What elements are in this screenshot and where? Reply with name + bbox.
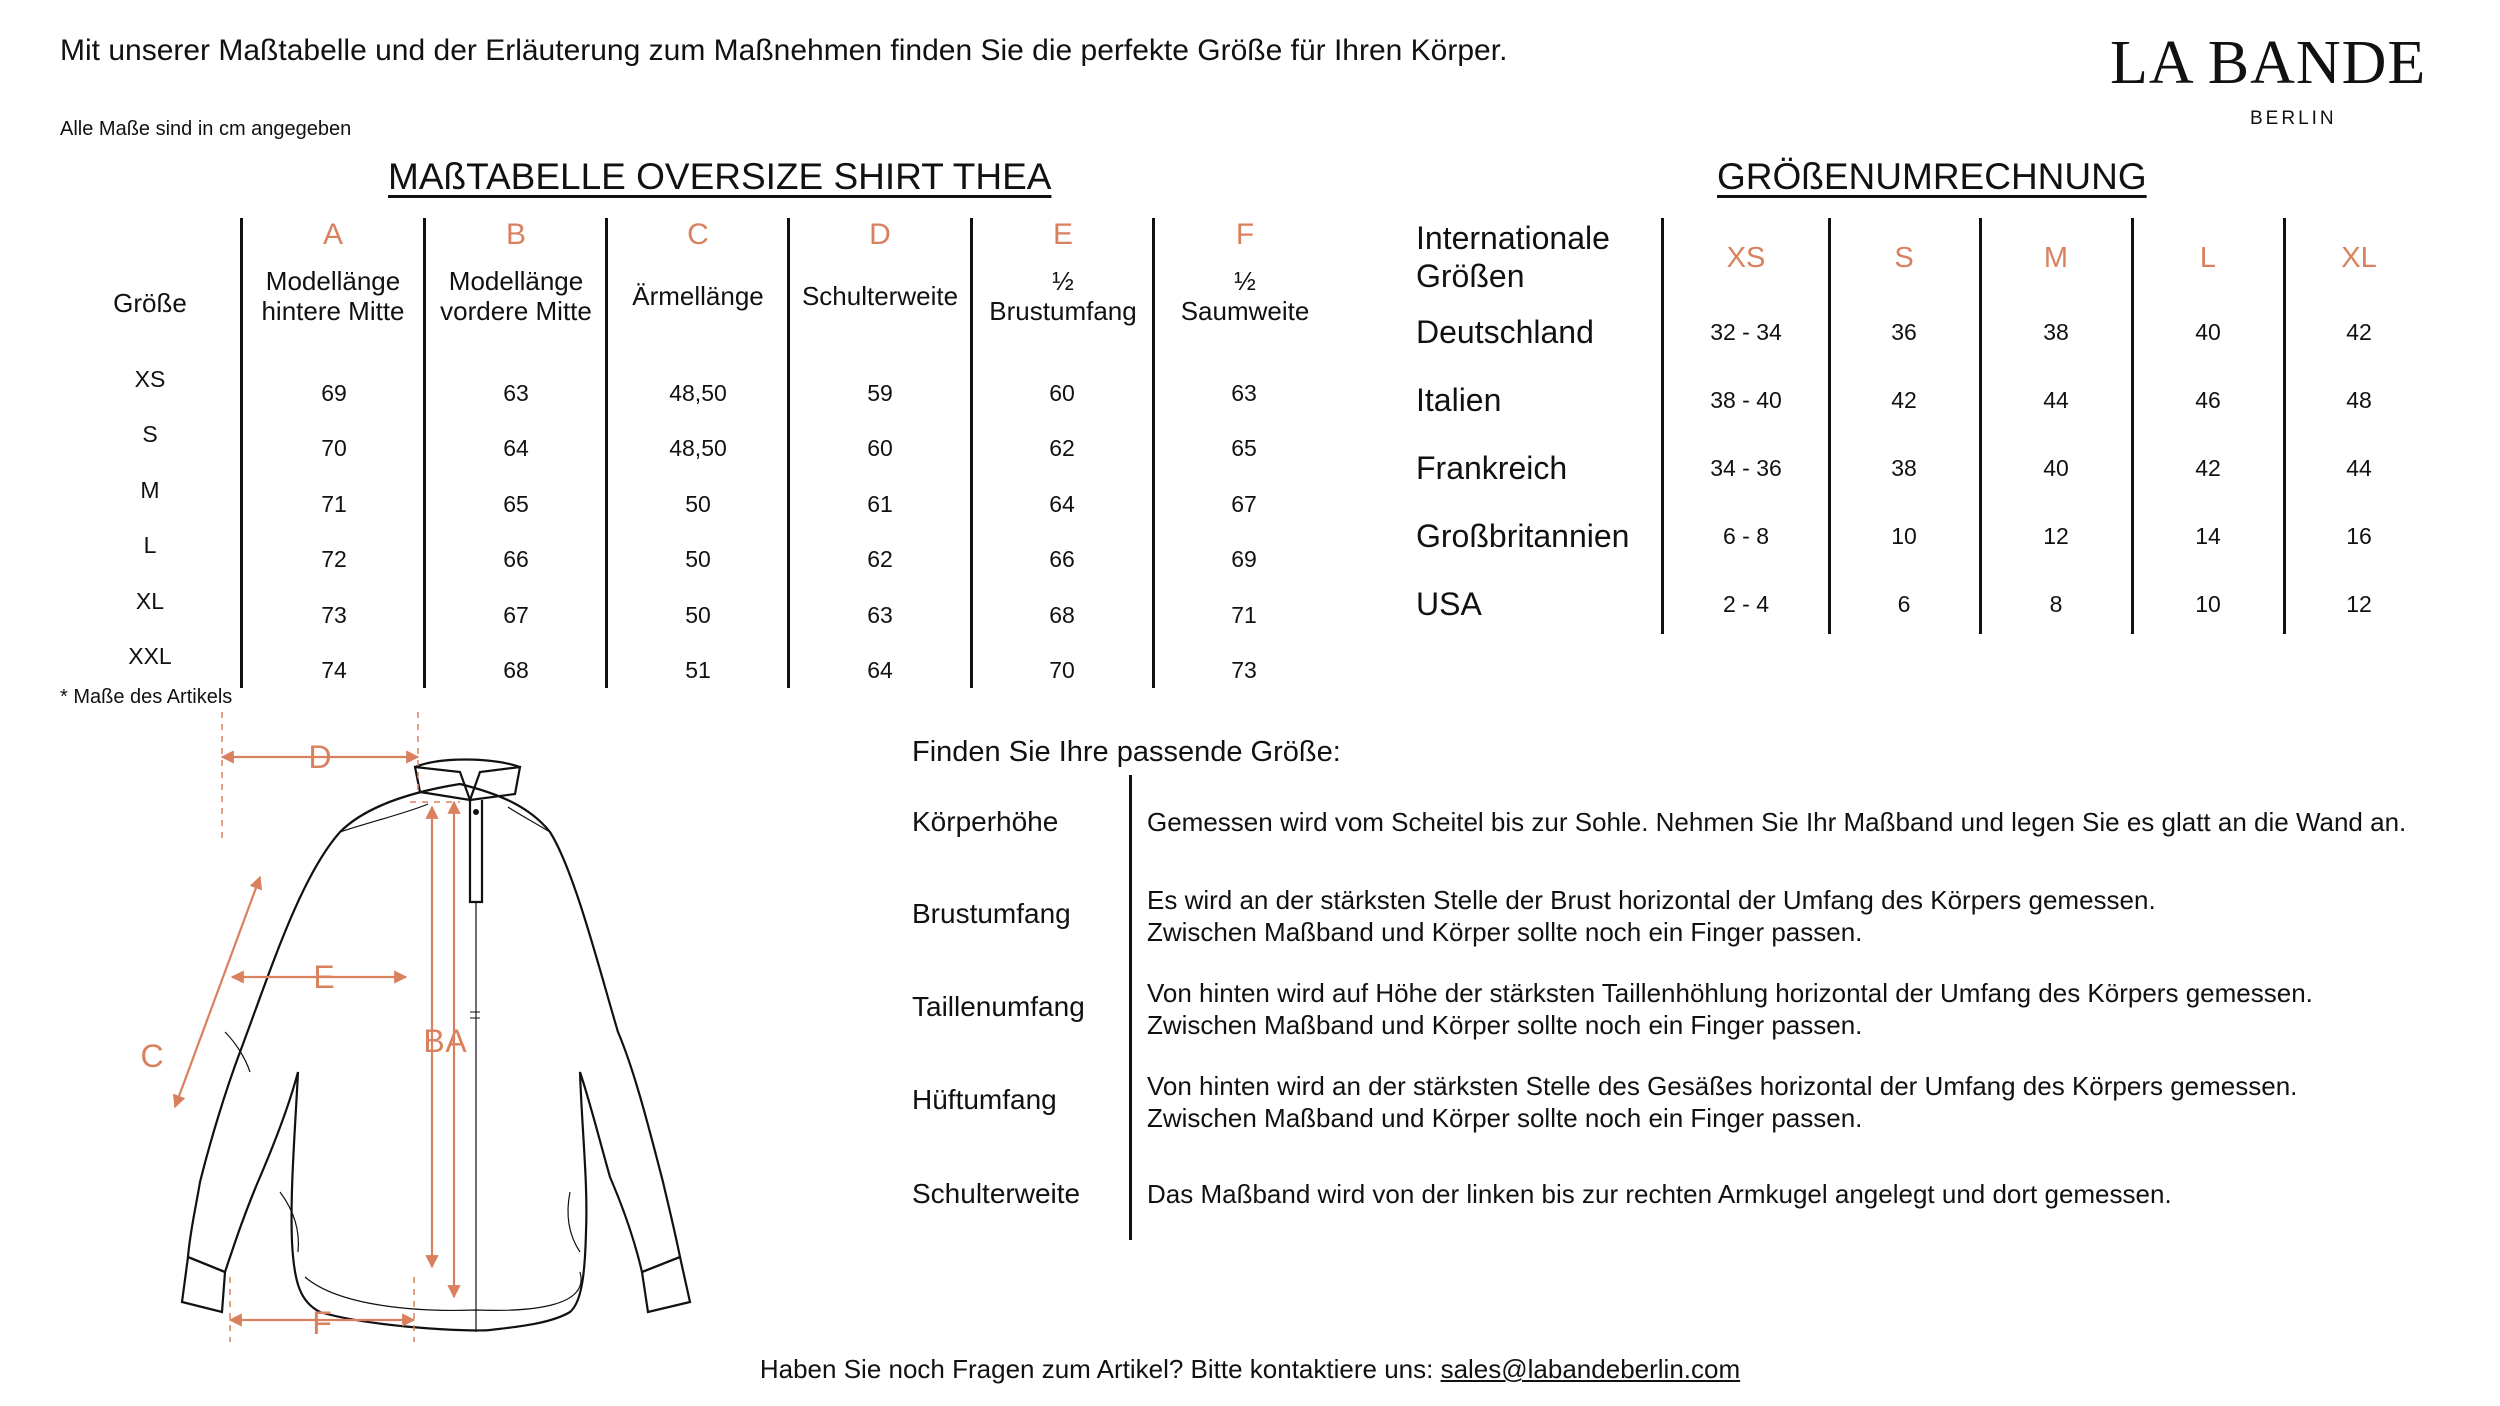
conversion-cell: 48: [2346, 386, 2372, 413]
table-cell: 70: [321, 435, 347, 461]
conversion-divider: [1828, 218, 1831, 634]
measure-label-shoulder: Schulterweite: [912, 1178, 1081, 1209]
table-cell: 73: [1231, 657, 1257, 683]
conversion-cell: 42: [2195, 454, 2221, 481]
table-cell: 64: [1049, 491, 1075, 517]
column-label-line1: Modellänge: [265, 266, 401, 296]
country-label: Großbritannien: [1416, 518, 1630, 554]
conversion-cell: 6 - 8: [1722, 522, 1770, 549]
column-label-line1: ½: [1052, 266, 1074, 296]
conversion-cell: 34 - 36: [1710, 454, 1782, 481]
table-cell: 71: [321, 491, 347, 517]
label-b: B: [423, 1023, 445, 1059]
table-cell: 62: [867, 546, 893, 572]
table-footnote: * Maße des Artikels: [60, 686, 233, 708]
contact-line: [0, 1354, 2500, 1385]
table-cell: 70: [1049, 657, 1075, 683]
column-label-line2: vordere Mitte: [440, 296, 592, 326]
column-header-c: [608, 218, 788, 311]
measure-desc-line: Gemessen wird vom Scheitel bis zur Sohle. Nehmen Sie Ihr Maßband und legen Sie es glatt an die Wand an.: [1147, 807, 2407, 837]
conversion-row: [1416, 312, 2436, 352]
conversion-header-line1: Internationale: [1416, 220, 1610, 256]
conversion-cell: 46: [2195, 386, 2221, 413]
table-cell: 65: [1231, 435, 1257, 461]
size-column-header: Größe: [113, 288, 187, 318]
column-label-line2: Saumweite: [1180, 296, 1310, 326]
table-cell: 66: [1049, 546, 1075, 572]
table-cell: 59: [867, 380, 893, 406]
conversion-header-line2: Größen: [1416, 258, 1525, 294]
measure-guide-heading: Finden Sie Ihre passende Größe:: [912, 736, 1341, 768]
measure-desc-hip: [1147, 1070, 2297, 1134]
column-header-a: [243, 218, 423, 326]
label-a: A: [445, 1023, 467, 1059]
brand-logo: LA BANDE: [2110, 29, 2427, 97]
table-cell: 66: [503, 546, 529, 572]
table-cell: 48,50: [669, 380, 727, 406]
conversion-cell: 38: [1891, 454, 1917, 481]
conversion-cell: 12: [2043, 522, 2069, 549]
measure-desc-chest: [1147, 884, 2156, 948]
row-size-label: L: [143, 532, 157, 558]
conversion-size: S: [1894, 242, 1914, 274]
arrow-c: [175, 877, 260, 1107]
column-letter: A: [322, 218, 343, 251]
column-label-line2: hintere Mitte: [261, 296, 405, 326]
conversion-cell: 32 - 34: [1710, 318, 1782, 345]
table-cell: 67: [503, 602, 529, 628]
column-label-line2: Brustumfang: [989, 296, 1137, 326]
measurement-arrows: [175, 712, 460, 1342]
table-row: [243, 546, 1335, 576]
measure-desc-line: Von hinten wird an der stärksten Stelle des Gesäßes horizontal der Umfang des Körpers gemessen.: [1147, 1071, 2298, 1101]
table-cell: 48,50: [669, 435, 727, 461]
conversion-divider: [2131, 218, 2134, 634]
table-cell: 50: [685, 546, 711, 572]
conversion-cell: 8: [2049, 590, 2063, 617]
column-label-line1: Ärmellänge: [632, 281, 764, 311]
row-size-label: XL: [135, 588, 165, 614]
column-letter: B: [505, 218, 526, 251]
table-cell: 64: [503, 435, 529, 461]
row-size-label: M: [140, 477, 160, 503]
conversion-cell: 42: [1891, 386, 1917, 413]
conversion-cell: 12: [2346, 590, 2372, 617]
conversion-cell: 40: [2195, 318, 2221, 345]
row-size-label: XXL: [128, 643, 172, 669]
table-row: [243, 602, 1335, 632]
country-label: Italien: [1416, 382, 1502, 418]
measure-desc-line: Es wird an der stärksten Stelle der Brust horizontal der Umfang des Körpers gemessen.: [1147, 885, 2156, 915]
table-cell: 51: [685, 657, 711, 683]
intro-text: Mit unserer Maßtabelle und der Erläuterung zum Maßnehmen finden Sie die perfekte Größe für Ihren Körper.: [60, 34, 1508, 67]
table-cell: 60: [867, 435, 893, 461]
conversion-cell: 10: [1891, 522, 1917, 549]
conversion-divider: [1979, 218, 1982, 634]
table-cell: 61: [867, 491, 893, 517]
conversion-cell: 16: [2346, 522, 2372, 549]
conversion-cell: 44: [2346, 454, 2372, 481]
table-cell: 62: [1049, 435, 1075, 461]
contact-text: Haben Sie noch Fragen zum Artikel? Bitte kontaktiere uns:: [759, 1354, 1441, 1384]
measure-label-chest: Brustumfang: [912, 898, 1071, 929]
conversion-size: L: [2199, 242, 2217, 274]
conversion-cell: 14: [2195, 522, 2221, 549]
conversion-row: [1416, 516, 2436, 556]
label-c: C: [140, 1038, 164, 1074]
measure-guide-divider: [1129, 775, 1132, 1240]
table-cell: 65: [503, 491, 529, 517]
conversion-size: M: [2043, 242, 2069, 274]
measure-label-waist: Taillenumfang: [912, 991, 1085, 1022]
conversion-row: [1416, 584, 2436, 624]
label-f: F: [312, 1305, 332, 1341]
label-d: D: [308, 739, 332, 775]
conversion-size: XL: [2341, 242, 2377, 274]
brand-logo-subtitle: BERLIN: [2250, 108, 2337, 129]
contact-email-link[interactable]: sales@labandeberlin.com: [1440, 1354, 1741, 1384]
conversion-cell: 40: [2043, 454, 2069, 481]
conversion-row: [1416, 380, 2436, 420]
column-header-d: [790, 218, 970, 311]
table-cell: 73: [321, 602, 347, 628]
column-header-e: [973, 218, 1153, 326]
conversion-cell: 2 - 4: [1722, 590, 1770, 617]
conversion-size: XS: [1726, 242, 1766, 274]
conversion-cell: 10: [2195, 590, 2221, 617]
row-size-label: S: [142, 421, 158, 447]
conversion-cell: 6: [1897, 590, 1911, 617]
country-label: Frankreich: [1416, 450, 1568, 486]
table-cell: 68: [503, 657, 529, 683]
measure-desc-waist: [1147, 977, 2313, 1041]
table-cell: 64: [867, 657, 893, 683]
table-cell: 69: [321, 380, 347, 406]
column-letter: E: [1052, 218, 1073, 251]
size-table-title: MAßTABELLE OVERSIZE SHIRT THEA: [388, 156, 1052, 197]
conversion-cell: 44: [2043, 386, 2069, 413]
table-cell: 60: [1049, 380, 1075, 406]
column-header-f: [1155, 218, 1335, 326]
measure-desc-line: Zwischen Maßband und Körper sollte noch ein Finger passen.: [1147, 917, 1863, 947]
measure-desc-line: Zwischen Maßband und Körper sollte noch ein Finger passen.: [1147, 1010, 1863, 1040]
table-cell: 63: [503, 380, 529, 406]
column-label-line1: Schulterweite: [801, 281, 959, 311]
row-size-label: XS: [134, 366, 166, 392]
column-letter: D: [869, 218, 891, 251]
column-letter: C: [687, 218, 709, 251]
conversion-divider: [2283, 218, 2286, 634]
table-cell: 63: [867, 602, 893, 628]
measure-label-hip: Hüftumfang: [912, 1084, 1057, 1115]
conversion-cell: 42: [2346, 318, 2372, 345]
measure-desc-line: Zwischen Maßband und Körper sollte noch ein Finger passen.: [1147, 1103, 1863, 1133]
measure-desc-shoulder: [1147, 1178, 2172, 1210]
label-e: E: [313, 959, 335, 995]
column-header-b: [426, 218, 606, 326]
table-cell: 69: [1231, 546, 1257, 572]
measure-desc-height: [1147, 806, 2406, 838]
table-cell: 67: [1231, 491, 1257, 517]
conversion-cell: 38 - 40: [1710, 386, 1782, 413]
conversion-divider: [1661, 218, 1664, 634]
unit-note: Alle Maße sind in cm angegeben: [60, 118, 352, 140]
table-row: [243, 657, 1335, 687]
table-cell: 74: [321, 657, 347, 683]
table-row: [243, 491, 1335, 521]
conversion-header: [1416, 219, 1610, 295]
country-label: Deutschland: [1416, 314, 1594, 350]
table-cell: 50: [685, 602, 711, 628]
column-label-line1: ½: [1234, 266, 1256, 296]
country-label: USA: [1416, 586, 1482, 622]
conversion-row: [1416, 448, 2436, 488]
column-letter: F: [1235, 218, 1255, 251]
measure-desc-line: Von hinten wird auf Höhe der stärksten Taillenhöhlung horizontal der Umfang des Körpers gemessen.: [1147, 978, 2313, 1008]
conversion-title: GRÖßENUMRECHNUNG: [1717, 156, 2147, 197]
conversion-cell: 36: [1891, 318, 1917, 345]
conversion-size-row: [1664, 242, 2434, 275]
table-cell: 63: [1231, 380, 1257, 406]
measure-desc-line: Das Maßband wird von der linken bis zur rechten Armkugel angelegt und dort gemessen.: [1147, 1179, 2172, 1209]
table-cell: 68: [1049, 602, 1075, 628]
column-label-line1: Modellänge: [448, 266, 584, 296]
table-cell: 50: [685, 491, 711, 517]
shirt-measurement-diagram: [140, 712, 850, 1352]
table-row: [243, 435, 1335, 465]
table-cell: 72: [321, 546, 347, 572]
conversion-cell: 38: [2043, 318, 2069, 345]
table-cell: 71: [1231, 602, 1257, 628]
table-row: [243, 380, 1335, 410]
measure-label-height: Körperhöhe: [912, 806, 1059, 837]
